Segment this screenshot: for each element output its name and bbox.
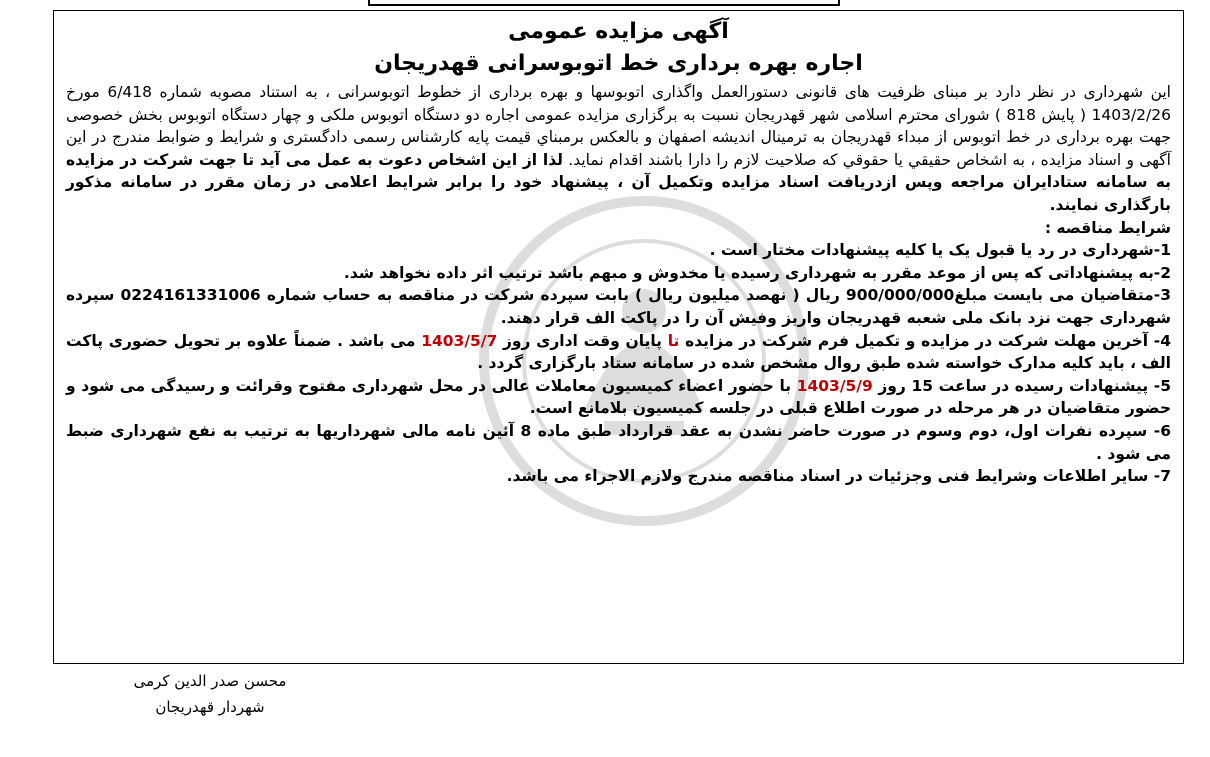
condition-item-2: 2-به پیشنهاداتی که پس از موعد مقرر به شهرداری رسیده یا مخدوش و مبهم باشد ترتیب اثر داده نخواهد شد. [343, 263, 1171, 282]
condition-item-4 [66, 330, 1171, 375]
intro-paragraph [66, 81, 1171, 217]
invitation-text: لذا از این اشخاص دعوت به عمل می آید تا جهت شرکت در مزایده به سامانه ستادایران مراجعه وپس ازدریافت اسناد مزایده وتکمیل آن ، پیشنهاد خود را برابر شرایط اعلامی در زمان مقرر در سامانه مذکور بارگذاری نمایند. [66, 150, 1171, 214]
signature-block [60, 668, 350, 720]
signer-position: شهردار قهدریجان [155, 698, 265, 716]
item4-part-e: می باشد . ضمناً علاوه بر تحویل حضوری پاکت الف ، باید کلیه مدارک خواسته شده طبق روال مشخص شده در سامانه ستاد بارگزاری گردد . [66, 331, 1171, 373]
page-subtitle: اجاره بهره برداری خط اتوبوسرانی قهدریجان [374, 51, 863, 76]
item5-part-a: 5- پیشنهادات رسیده در ساعت 15 روز [878, 376, 1171, 395]
condition-item-6: 6- سپرده نفرات اول، دوم وسوم در صورت حاضر نشدن به عقد قرارداد طبق ماده 8 آئین نامه مالی شهرداریها به ترتیب به نفع شهرداری ضبط می شود . [66, 421, 1171, 463]
item4-deadline-date: 1403/5/7 [421, 331, 498, 350]
intro-text: این شهرداری در نظر دارد بر مبنای ظرفیت های قانونی دستورالعمل واگذاری اتوبوسها و بهره برداری از خطوط اتوبوسرانی ، به استناد مصوبه شماره 6/418 مورخ 1403/2/26 ( پایش 818 ) شورای محترم اسلامی شهر قهدریجان نسبت به برگزاری مزایده عمومی اجاره دو دستگاه اتوبوس ملکی و چهار دستگاه اتوبوس بخش خصوصی جهت بهره برداری در خط اتوبوس از مبداء قهدریجان به ترمینال اندیشه اصفهان و بالعکس برمبناي قیمت پایه کارشناس رسمی دادگستری و شرایط و ضوابط مندرج در این آگهی و اسناد مزایده ، به اشخاص حقیقي یا حقوقي که صلاحیت لازم را دارا باشند اقدام نماید. [66, 83, 1171, 169]
item5-opening-date: 1403/5/9 [796, 376, 873, 395]
condition-item-7: 7- سایر اطلاعات وشرایط فنی وجزئیات در اسناد مناقصه مندرج ولازم الاجراء می باشد. [506, 467, 1171, 486]
item4-until: تا [667, 331, 680, 350]
condition-item-1: 1-شهرداری در رد یا قبول یک یا کلیه پیشنهادات مختار است . [709, 241, 1171, 260]
conditions-heading: شرایط مناقصه : [1044, 218, 1171, 237]
signer-name: محسن صدر الدین کرمی [133, 672, 287, 690]
condition-item-5 [66, 375, 1171, 420]
item5-part-c: با حضور اعضاء کمیسیون معاملات عالی در محل شهرداری مفتوح وقرائت و رسیدگی می شود و حضور متقاضیان در هر مرحله در صورت اطلاع قبلی در جلسه کمیسیون بلامانع است. [66, 376, 1171, 418]
item4-part-a: 4- آخرین مهلت شرکت در مزایده و تکمیل فرم شرکت در مزایده [685, 331, 1172, 350]
page-title: آگهی مزایده عمومی [508, 19, 729, 44]
announcement-frame [53, 10, 1184, 664]
top-border-bar [368, 0, 840, 6]
condition-item-3: 3-متقاضیان می بایست مبلغ900/000/000 ریال ( نهصد میلیون ریال ) بابت سپرده شرکت در مناقصه به حساب شماره 0224161331006 سپرده شهرداری جهت نزد بانک ملی شعبه قهدریجان واریز وفیش آن را در پاکت الف قرار دهند. [66, 286, 1171, 327]
item4-part-c: پایان وقت اداری روز [502, 331, 662, 350]
